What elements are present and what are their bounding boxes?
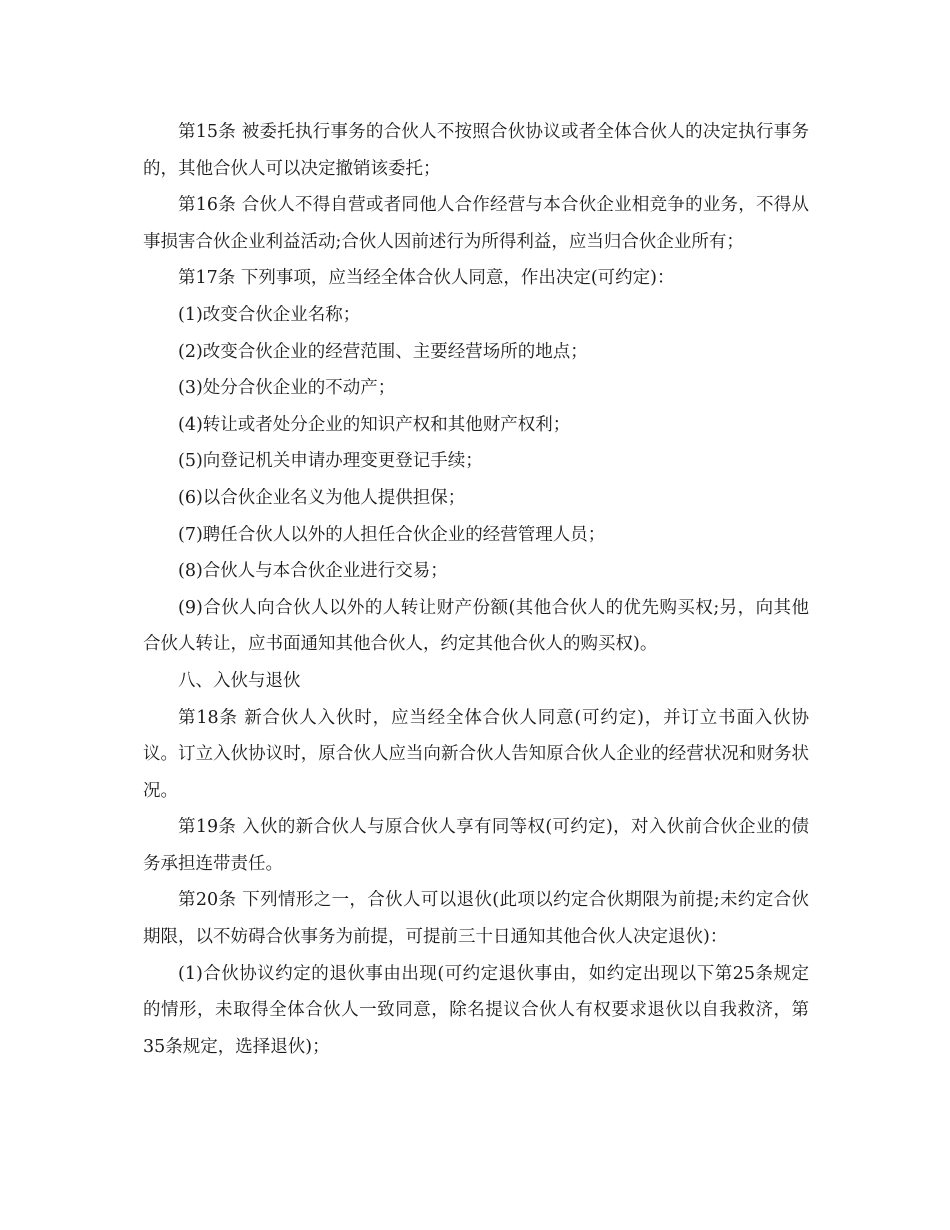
paragraph-article-18: 第18条 新合伙人入伙时，应当经全体合伙人同意(可约定)，并订立书面入伙协议。订立入伙协议时，原合伙人应当向新合伙人告知原合伙人企业的经营状况和财务状况。 — [143, 707, 809, 801]
list-item-17-5: (5)向登记机关申请办理变更登记手续； — [178, 451, 483, 472]
list-item-17-6: (6)以合伙企业名义为他人提供担保； — [178, 487, 466, 508]
list-item-17-9: (9)合伙人向合伙人以外的人转让财产份额(其他合伙人的优先购买权;另，向其他合伙人转让，应书面通知其他合伙人，约定其他合伙人的购买权)。 — [143, 597, 809, 655]
list-item-17-7: (7)聘任合伙人以外的人担任合伙企业的经营管理人员； — [178, 524, 606, 545]
paragraph-article-15: 第15条 被委托执行事务的合伙人不按照合伙协议或者全体合伙人的决定执行事务的，其他合伙人可以决定撤销该委托； — [143, 122, 809, 179]
paragraph-article-17: 第17条 下列事项，应当经全体合伙人同意，作出决定(可约定)： — [178, 268, 675, 289]
list-item-17-8: (8)合伙人与本合伙企业进行交易； — [178, 561, 448, 582]
paragraph-article-19: 第19条 入伙的新合伙人与原合伙人享有同等权(可约定)，对入伙前合伙企业的债务承担连带责任。 — [143, 817, 809, 874]
section-heading: 八、入伙与退伙 — [178, 670, 301, 691]
list-item-20-1: (1)合伙协议约定的退伙事由出现(可约定退伙事由，如约定出现以下第25条规定的情形，未取得全体合伙人一致同意，除名提议合伙人有权要求退伙以自我救济，第35条规定，选择退伙)； — [143, 963, 809, 1057]
list-item-17-2: (2)改变合伙企业的经营范围、主要经营场所的地点； — [178, 341, 588, 362]
list-item-17-1: (1)改变合伙企业名称； — [178, 304, 361, 325]
list-item-17-4: (4)转让或者处分企业的知识产权和其他财产权利； — [178, 414, 571, 435]
document-page — [143, 114, 809, 1065]
paragraph-article-20: 第20条 下列情形之一，合伙人可以退伙(此项以约定合伙期限为前提;未约定合伙期限，以不妨碍合伙事务为前提，可提前三十日通知其他合伙人决定退伙)： — [143, 890, 809, 948]
list-item-17-3: (3)处分合伙企业的不动产； — [178, 378, 396, 399]
paragraph-article-16: 第16条 合伙人不得自营或者同他人合作经营与本合伙企业相竞争的业务，不得从事损害合伙企业利益活动;合伙人因前述行为所得利益，应当归合伙企业所有； — [143, 195, 809, 252]
